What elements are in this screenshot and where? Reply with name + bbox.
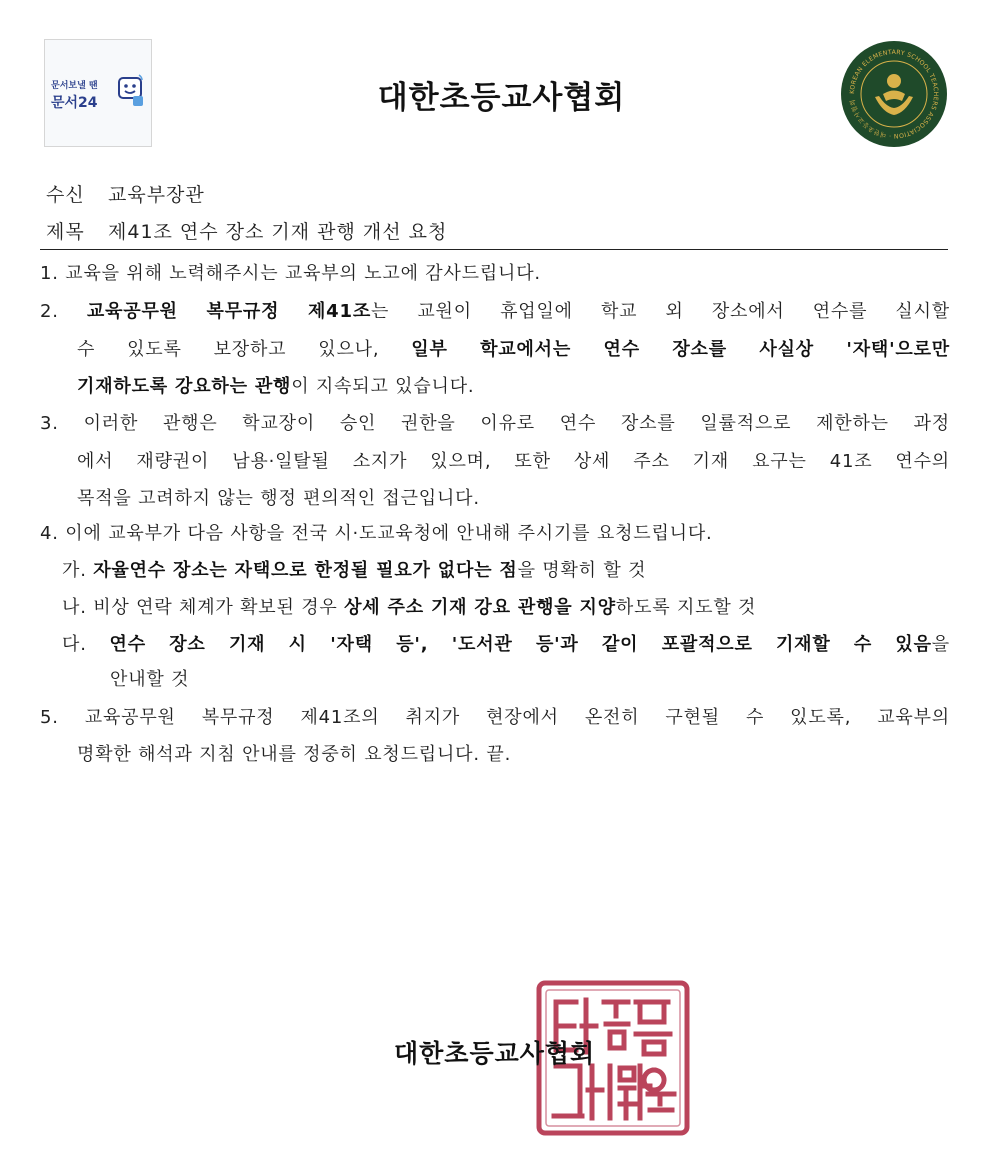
logo-tagline: 문서보낼 땐	[51, 81, 98, 91]
paragraph-3-line-2: 에서 재량권이 남용·일탈될 소지가 있으며, 또한 상세 주소 기재 요구는 41조 연수의	[77, 451, 950, 472]
subject-label: 제목	[46, 221, 85, 243]
letterhead-title: 대한초등교사협회	[377, 80, 626, 116]
association-emblem-icon	[839, 39, 949, 149]
recipient-value: 교육부장관	[108, 184, 205, 206]
svg-text:KOREAN ELEMENTARY SCHOOL TEACH: KOREAN ELEMENTARY SCHOOL TEACHERS ASSOCIATION · 대한초등교사협회	[848, 48, 940, 140]
item-ga: 가. 자율연수 장소는 자택으로 한정될 필요가 없다는 점을 명확히 할 것	[62, 560, 647, 581]
item-da: 다. 연수 장소 기재 시 '자택 등', '도서관 등'과 같이 포괄적으로 기재할 수 있음을	[62, 634, 950, 655]
item-da-continued: 안내할 것	[110, 669, 190, 690]
svg-text:대한초등교사협회: 대한초등교사협회	[536, 980, 544, 981]
paragraph-1: 1. 교육을 위해 노력해주시는 교육부의 노고에 감사드립니다.	[40, 263, 541, 284]
paragraph-4: 4. 이에 교육부가 다음 사항을 전국 시·도교육청에 안내해 주시기를 요청드립니다.	[40, 523, 713, 544]
paragraph-3-line-3: 목적을 고려하지 않는 행정 편의적인 접근입니다.	[77, 488, 480, 509]
header-divider	[40, 249, 948, 250]
paragraph-5-line-1: 5. 교육공무원 복무규정 제41조의 취지가 현장에서 온전히 구현될 수 있도록, 교육부의	[40, 707, 950, 728]
paragraph-3-line-1: 3. 이러한 관행은 학교장이 승인 권한을 이유로 연수 장소를 일률적으로 제한하는 과정	[40, 413, 950, 434]
recipient-label: 수신	[46, 184, 85, 206]
paragraph-2-line-2: 수 있도록 보장하고 있으나, 일부 학교에서는 연수 장소를 사실상 '자택'으로만	[77, 339, 950, 360]
logo-wordmark: 문서24	[51, 95, 98, 111]
signer-name: 대한초등교사협회	[394, 1039, 596, 1068]
paragraph-2-line-1: 2. 교육공무원 복무규정 제41조는 교원이 휴업일에 학교 외 장소에서 연수를 실시할	[40, 301, 950, 322]
subject-line	[46, 217, 447, 244]
paragraph-2-line-3: 기재하도록 강요하는 관행이 지속되고 있습니다.	[77, 376, 475, 397]
paragraph-5-line-2: 명확한 해석과 지침 안내를 정중히 요청드립니다. 끝.	[77, 744, 512, 765]
recipient-line	[46, 180, 205, 207]
item-na: 나. 비상 연락 체계가 확보된 경우 상세 주소 기재 강요 관행을 지양하도록 지도할 것	[62, 597, 757, 618]
subject-value: 제41조 연수 장소 기재 관행 개선 요청	[108, 221, 448, 243]
